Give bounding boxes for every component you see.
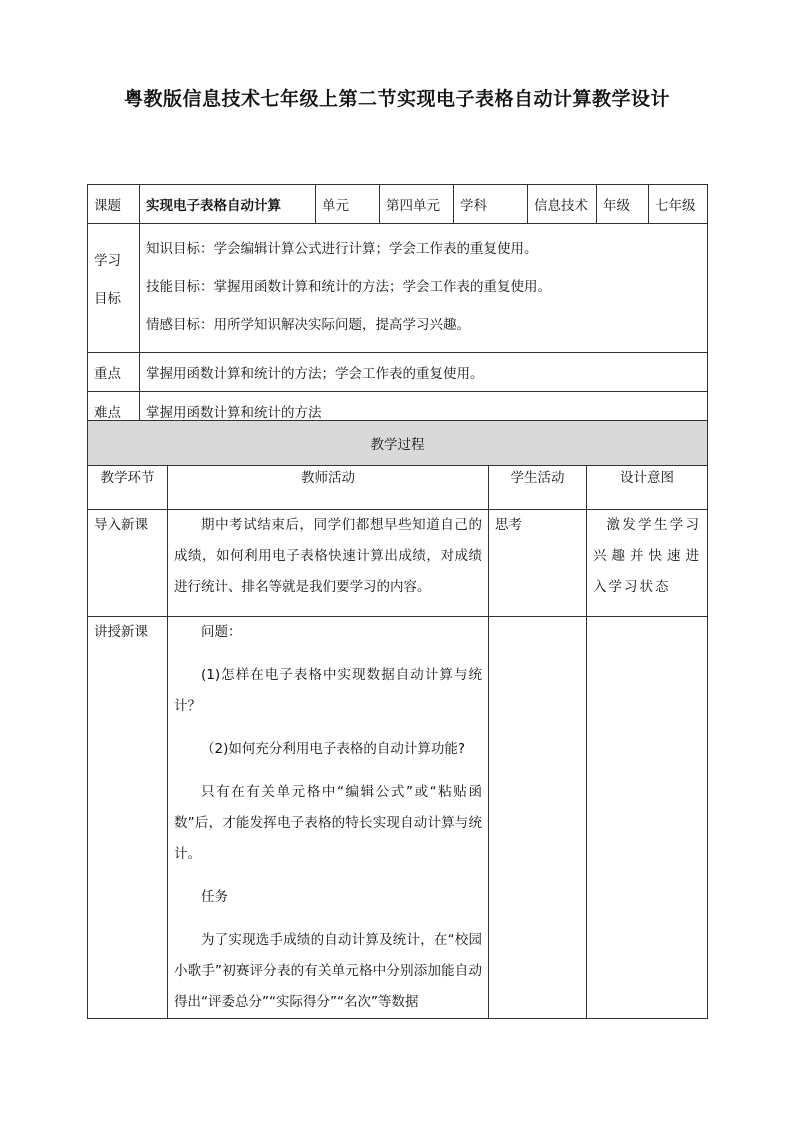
unit-label: 单元	[316, 185, 380, 224]
new-lesson-row	[88, 617, 708, 1019]
key-point-label: 重点	[88, 353, 140, 392]
grade-label: 年级	[597, 185, 649, 224]
column-header-stage: 教学环节	[88, 466, 168, 510]
key-point-row	[88, 353, 708, 392]
intro-purpose-text: 激发学生学习兴趣并快速进入学习状态	[593, 517, 701, 595]
grade-value: 七年级	[649, 185, 708, 224]
new-lesson-teacher-activity	[168, 617, 489, 1019]
lesson-info-table	[87, 184, 708, 431]
intro-row	[88, 510, 708, 617]
new-lesson-paragraph: 为了实现选手成绩的自动计算及统计，在“校园小歌手”初赛评分表的有关单元格中分别添加能自动得出“评委总分”“实际得分”“名次”等数据	[174, 932, 482, 1010]
intro-purpose	[587, 510, 708, 617]
objectives-label-line1: 学习	[94, 253, 121, 269]
objectives-row	[88, 224, 708, 353]
column-header-student: 学生活动	[489, 466, 587, 510]
new-lesson-stage: 讲授新课	[88, 617, 168, 1019]
new-lesson-paragraph: 只有在有关单元格中“编辑公式”或“粘贴函数”后，才能发挥电子表格的特长实现自动计算与统计。	[174, 784, 482, 862]
objectives-content	[140, 224, 708, 353]
teaching-process-table	[87, 420, 708, 1019]
intro-teacher-text: 期中考试结束后，同学们都想早些知道自己的成绩，如何利用电子表格快速计算出成绩，对成绩进行统计、排名等就是我们要学习的内容。	[174, 517, 482, 595]
lesson-value: 实现电子表格自动计算	[140, 185, 316, 224]
difficulty-label: 难点	[88, 392, 140, 431]
new-lesson-paragraph: 问题：	[201, 624, 242, 640]
intro-stage: 导入新课	[88, 510, 168, 617]
difficulty-value: 掌握用函数计算和统计的方法	[140, 392, 708, 431]
document-title: 粤教版信息技术七年级上第二节实现电子表格自动计算教学设计	[123, 88, 670, 110]
skill-objective: 技能目标：掌握用函数计算和统计的方法；学会工作表的重复使用。	[146, 279, 551, 295]
knowledge-objective: 知识目标：学会编辑计算公式进行计算；学会工作表的重复使用。	[146, 241, 538, 257]
new-lesson-student-activity	[489, 617, 587, 1019]
unit-value: 第四单元	[380, 185, 454, 224]
intro-student-activity: 思考	[489, 510, 587, 617]
process-heading-row	[88, 421, 708, 466]
new-lesson-paragraph: (1)怎样在电子表格中实现数据自动计算与统计？	[174, 667, 482, 714]
new-lesson-paragraph: （2)如何充分利用电子表格的自动计算功能?	[201, 741, 466, 757]
intro-teacher-activity	[168, 510, 489, 617]
lesson-label: 课题	[88, 185, 140, 224]
process-heading: 教学过程	[88, 421, 708, 466]
lesson-info-row	[88, 185, 708, 224]
objectives-label-line2: 目标	[94, 291, 121, 307]
column-header-teacher: 教师活动	[168, 466, 489, 510]
objectives-label	[88, 224, 140, 353]
column-header-purpose: 设计意图	[587, 466, 708, 510]
process-header-row	[88, 466, 708, 510]
subject-value: 信息技术	[528, 185, 597, 224]
new-lesson-paragraph: 任务	[201, 889, 228, 905]
key-point-value: 掌握用函数计算和统计的方法；学会工作表的重复使用。	[140, 353, 708, 392]
emotion-objective: 情感目标：用所学知识解决实际问题，提高学习兴趣。	[146, 317, 470, 333]
new-lesson-purpose	[587, 617, 708, 1019]
subject-label: 学科	[454, 185, 528, 224]
